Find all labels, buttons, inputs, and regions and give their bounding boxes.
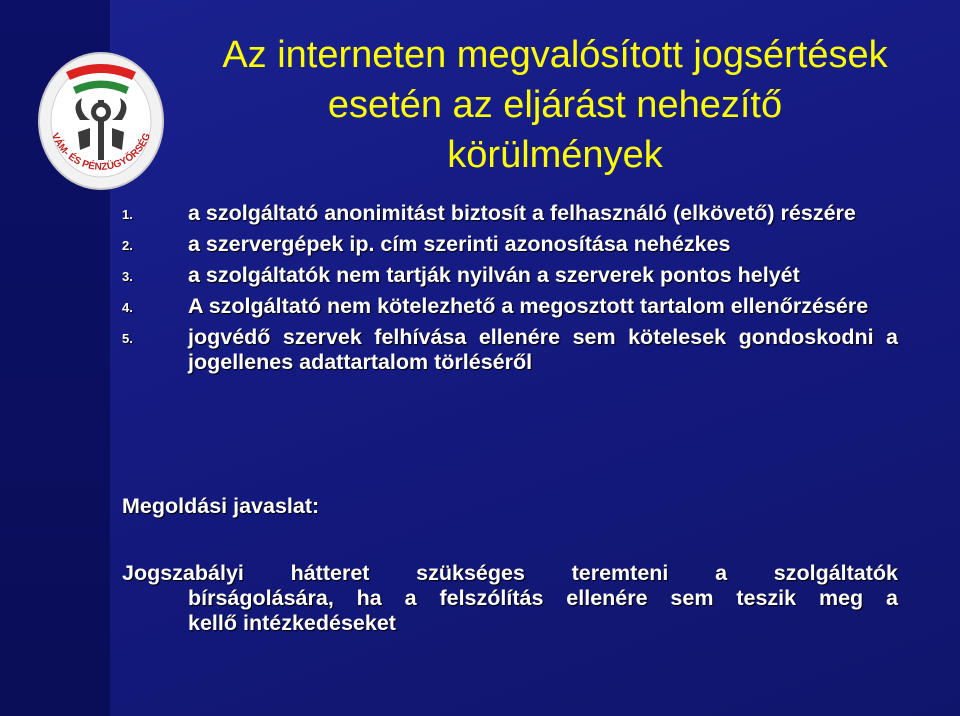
solution-line-3: kellő intézkedéseket (188, 611, 396, 635)
title-line-1: Az interneten megvalósított jogsértések (222, 34, 888, 76)
solution-line-1: Jogszabályi hátteret szükséges teremteni a szolgáltatók (122, 561, 898, 585)
list-item (122, 201, 898, 226)
list-item-number: 3. (122, 269, 133, 284)
problem-list (122, 201, 898, 381)
list-item (122, 325, 898, 375)
list-item-text: a szolgáltató anonimitást biztosít a felhasználó (elkövető) részére (188, 201, 856, 225)
solution-body (122, 561, 898, 636)
list-item-number: 5. (122, 331, 133, 346)
list-item (122, 263, 898, 288)
list-item (122, 232, 898, 257)
title-line-3: körülmények (447, 134, 663, 176)
list-item (122, 294, 898, 319)
customs-emblem-icon (30, 50, 172, 192)
list-item-text: jogvédő szervek felhívása ellenére sem kötelesek gondoskodni a jogellenes adattartalom törléséről (188, 325, 898, 374)
slide-title (170, 30, 940, 180)
list-item-text: a szervergépek ip. cím szerinti azonosítása nehézkes (188, 232, 731, 256)
logo-text: VÁM- ÉS PÉNZÜGYŐRSÉG (48, 131, 154, 173)
list-item-text: A szolgáltató nem kötelezhető a megosztott tartalom ellenőrzésére (188, 294, 869, 318)
title-line-2: esetén az eljárást nehezítő (327, 84, 783, 126)
list-item-number: 4. (122, 300, 133, 315)
list-item-number: 1. (122, 207, 133, 222)
list-item-text: a szolgáltatók nem tartják nyilván a szerverek pontos helyét (188, 263, 800, 287)
list-item-number: 2. (122, 238, 133, 253)
solution-heading: Megoldási javaslat: (122, 494, 320, 518)
solution-line-2: bírságolására, ha a felszólítás ellenére sem teszik meg a (188, 586, 898, 610)
